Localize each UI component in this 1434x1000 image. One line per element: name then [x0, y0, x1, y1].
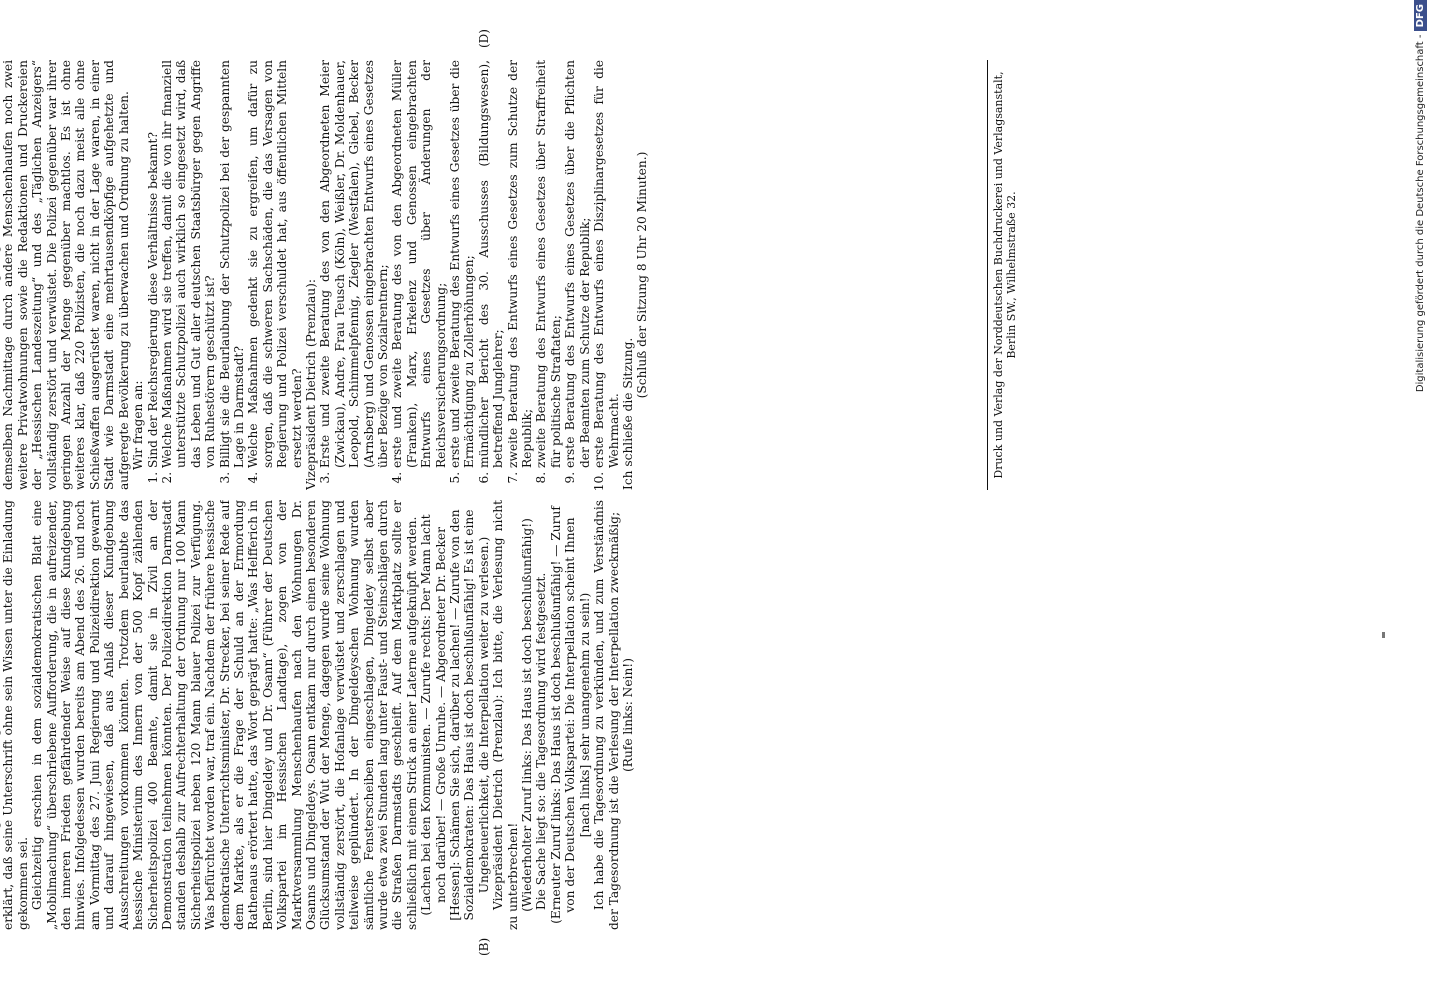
paragraph: demselben Nachmittage durch andere Menschenhaufen noch zwei weitere Privatwohnungen sowie die Redaktionen und Druckereien der „Hessischen Landeszeitung“ und des „Täglichen Anzeigers“ vollständig zerstört und verwüstet. Die Polizei gegenüber war ihrer geringen Anzahl der Menge gegenüber machtlos. Es ist ohne weiteres klar, daß 220 Polizisten, die noch dazu meist alle ohne Schießwaffen ausgerüstet waren, nicht in der Lage waren, in einer Stadt wie Darmstadt eine mehrtausendköpfige aufgehetzte und aufgeregte Bevölkerung zu überwachen und Ordnung zu halten. [1, 60, 131, 490]
speaker-label: Vizepräsident Dietrich (Prenzlau): [303, 279, 318, 490]
interjection: (Lachen bei den Kommunisten. — Zurufe rechts: Der Mann lacht noch darüber! — Große Unruhe. — Abgeordneter Dr. Becker [Hessen]: Schämen Sie sich, darüber zu lachen! — Zurufe von den Sozialdemokraten: Das Haus ist doch beschlußunfähig! Es ist eine Ungeheuerlichkeit, die Interpellation weiter zu verlesen.) [419, 509, 491, 921]
left-column [0, 500, 1187, 930]
agenda-item: 6. mündlicher Bericht des 30. Ausschusses (Bildungswesen), betreffend Junglehrer; [477, 60, 506, 468]
paragraph: Die Sache liegt so: die Tagesordnung wird festgesetzt. [534, 572, 549, 910]
agenda-item: 3. Erste und zweite Beratung des von den Abgeordneten Meier (Zwickau), Andre, Frau Teusch (Köln), Weißler, Dr. Moldenhauer, Leopold, Schimmelpfennig, Ziegler (Westfalen), Giebel, Becker (Arnsberg) und Genossen eingebrachten Entwurfs eines Gesetzes über Bezüge von Sozialrentnern; [318, 60, 390, 468]
scanned-page [0, 30, 1187, 970]
interjection: (Rufe links: Nein!) [620, 658, 635, 772]
interjection: (Wiederholter Zuruf links: Das Haus ist doch beschlußunfähig!) [520, 518, 535, 912]
scan-speck [1382, 632, 1385, 638]
imprint: Druck und Verlag der Norddeutschen Buchdruckerei und Verlagsanstalt, Berlin SW., Wilhelmstraße 32. [987, 60, 1018, 490]
margin-marker-d: (D) [477, 29, 491, 48]
question-item: 3. Billigt sie die Beurlaubung der Schutzpolizei bei der gespannten Lage in Darmstadt? [218, 60, 247, 468]
agenda-item: 8. zweite Beratung des Entwurfs eines Gesetzes über Straffreiheit für politische Straftaten; [534, 60, 563, 468]
question-list [146, 60, 304, 490]
paragraph: Wir fragen an: [131, 380, 146, 470]
session-end: (Schluß der Sitzung 8 Uhr 20 Minuten.) [635, 151, 650, 399]
interjection: (Erneuter Zuruf links: Das Haus ist doch beschlußunfähig! — Zuruf von der Deutschen Volkspartei: Die Interpellation scheint Ihnen [nach links] sehr unangenehm zu sein!) [548, 506, 592, 924]
dfg-logo: DFG [1414, 0, 1427, 31]
closing-statement: Ich schließe die Sitzung. [620, 337, 635, 490]
stamp-text: Digitalisierung gefördert durch die Deutsche Forschungsgemeinschaft - [1415, 34, 1426, 393]
question-item: 1. Sind der Reichsregierung diese Verhältnisse bekannt? [146, 60, 160, 468]
stamp-text-wrapper [1410, 0, 1432, 1000]
question-item: 4. Welche Maßnahmen gedenkt sie zu ergreifen, um dafür zu sorgen, daß die schweren Sachschäden, die das Versagen von Regierung und Polizei verschuldet hat, aus öffentlichen Mitteln ersetzt werden? [246, 60, 304, 468]
paragraph: erklärt, daß seine Unterschrift ohne sein Wissen unter die Einladung gekommen sei. [1, 500, 30, 930]
margin-marker-b: (B) [477, 937, 491, 956]
agenda-item: 10. erste Beratung des Entwurfs eines Disziplinargesetzes für die Wehrmacht. [592, 60, 621, 468]
agenda-item: 4. erste und zweite Beratung des von den Abgeordneten Müller (Franken), Marx, Erkelenz und Genossen eingebrachten Entwurfs eines Gesetzes über Änderungen der Reichsversicherungsordnung; [390, 60, 448, 468]
digitization-stamp [1410, 0, 1432, 1000]
agenda-item: 9. erste Beratung des Entwurfs eines Gesetzes über die Pflichten der Beamten zum Schutze der Republik; [563, 60, 592, 468]
paragraph: Vizepräsident Dietrich (Prenzlau): Ich bitte, die Verlesung nicht zu unterbrechen! [491, 500, 520, 930]
paragraph: Ich habe die Tagesordnung zu verkünden, und zum Verständnis der Tagesordnung ist die Verlesung der Interpellation zweckmäßig; [592, 500, 621, 930]
agenda-item: 7. zweite Beratung des Entwurfs eines Gesetzes zum Schutze der Republik; [506, 60, 535, 468]
agenda-item: 5. erste und zweite Beratung des Entwurfs eines Gesetzes über die Ermächtigung zu Zollerhöhungen; [448, 60, 477, 468]
agenda-list [318, 60, 621, 490]
paragraph: Gleichzeitig erschien in dem sozialdemokratischen Blatt eine „Mobilmachung“ überschriebene Aufforderung, die in aufreizender, den inneren Frieden gefährdender Weise auf diese Kundgebung hinwies. Infolgedessen wurden bereits am Abend des 26. und noch am Vormittag des 27. Juni Regierung und Polizeidirektion gewarnt und darauf hingewiesen, daß aus Anlaß dieser Kundgebung Ausschreitungen vorkommen könnten. Trotzdem beurlaubte das hessische Ministerium des Innern von der 500 Kopf zählenden Sicherheitspolizei 400 Beamte, damit sie in Zivil an der Demonstration teilnehmen könnten. Der Polizeidirektion Darmstadt standen deshalb zur Aufrechterhaltung der Ordnung nur 100 Mann Sicherheitspolizei neben 120 Mann blauer Polizei zur Verfügung. Was befürchtet worden war, traf ein. Nachdem der frühere hessische demokratische Unterrichtsminister, Dr. Strecker, bei seiner Rede auf dem Markte, als er die Frage der Schuld an der Ermordung Rathenaus erörtert hatte, das Wort geprägt hatte: „Was Helfferich in Berlin, sind hier Dingeldey und Dr. Osann“ (Führer der Deutschen Volkspartei im Hessischen Landtage), zogen von der Marktversammlung Menschenhaufen nach den Wohnungen Dr. Osanns und Dingeldeys. Osann entkam nur durch einen besonderen Glücksumstand der Wut der Menge, dagegen wurde seine Wohnung vollständig zerstört, die Hofanlage verwüstet und zerschlagen und teilweise geplündert. In der Dingeldeyschen Wohnung wurden sämtliche Fensterscheiben eingeschlagen, Dingeldey selbst aber wurde etwa zwei Stunden lang unter Faust- und Steinschlägen durch die Straßen Darmstadts geschleift. Auf dem Marktplatz sollte er schließlich mit einem Strick an einer Laterne aufgeknüpft werden. [30, 500, 419, 930]
question-item: 2. Welche Maßnahmen wird sie treffen, damit die von ihr finanziell unterstützte Schutzpolizei auch wirklich so eingesetzt wird, daß das Leben und Gut aller deutschen Staatsbürger gegen Angriffe von Ruhestörern geschützt ist? [160, 60, 218, 468]
